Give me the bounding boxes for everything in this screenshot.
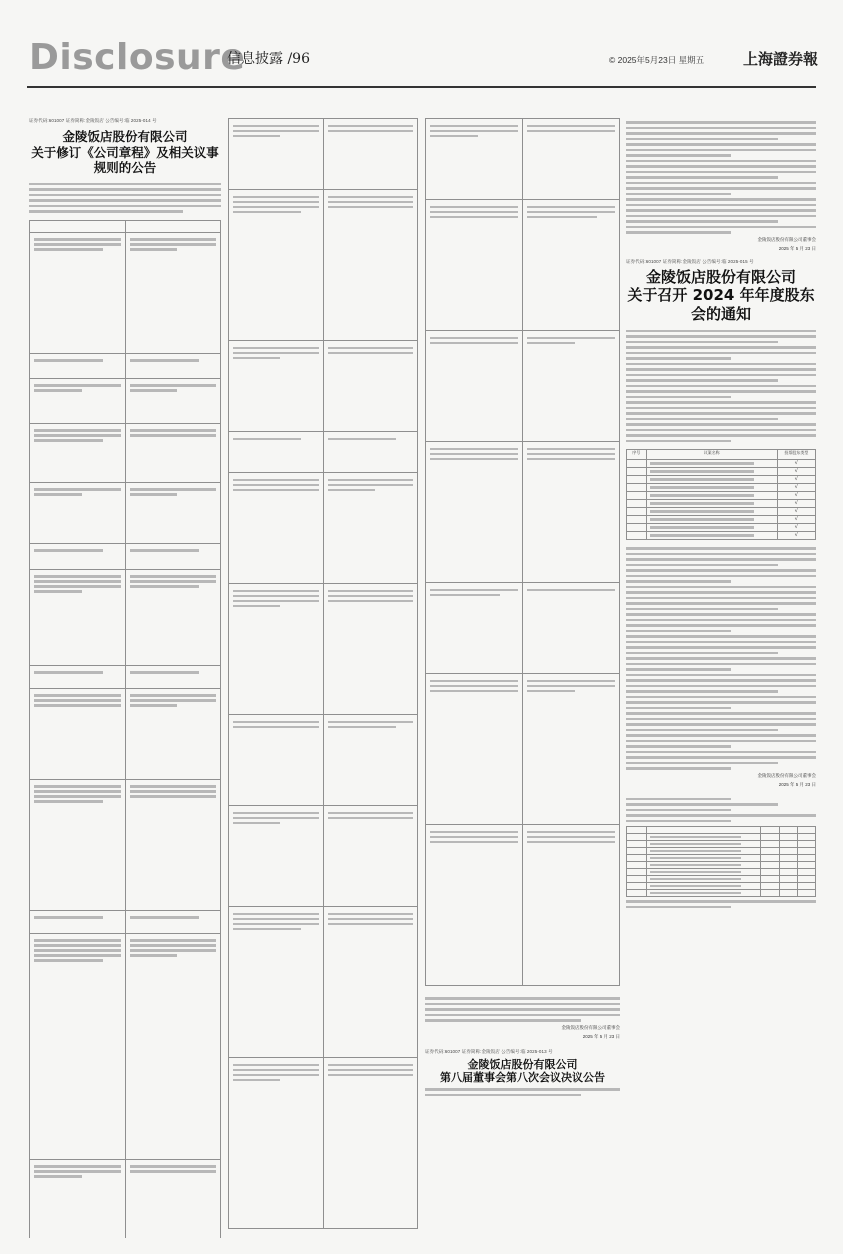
table-cell — [30, 482, 126, 543]
text-line — [626, 127, 816, 130]
notice-3-meta: 证券代码:601007 证券简称:金陵饭店 公告编号:临 2025-015 号 — [626, 258, 754, 264]
table-cell — [426, 825, 523, 986]
text-line — [626, 668, 731, 671]
notice-3-title-company: 金陵饭店股份有限公司 — [645, 267, 796, 286]
top-right-signature: 金陵饭店股份有限公司董事会 — [757, 236, 816, 242]
text-line — [626, 204, 816, 207]
text-line — [29, 183, 221, 186]
text-line — [626, 363, 816, 366]
text-line — [626, 374, 816, 377]
text-line — [626, 798, 731, 801]
table-row — [627, 855, 816, 862]
column-2 — [228, 118, 418, 1238]
text-line — [626, 729, 778, 732]
table-header-cell — [30, 220, 126, 232]
table-cell — [125, 482, 221, 543]
text-line — [626, 630, 731, 633]
text-line — [425, 1014, 620, 1017]
proxy-form-table — [626, 826, 816, 897]
agenda-header-name: 议案名称 — [646, 450, 777, 460]
amendment-table-continued — [228, 118, 418, 1229]
table-cell — [125, 423, 221, 482]
text-line — [626, 762, 778, 765]
table-cell — [30, 423, 126, 482]
text-line — [626, 396, 731, 399]
table-cell — [30, 353, 126, 378]
text-line — [425, 1003, 620, 1006]
notice-2-title-subject: 第八届董事会第八次会议决议公告 — [440, 1071, 605, 1085]
table-cell — [323, 806, 418, 907]
table-cell — [523, 583, 620, 674]
masthead-rule — [27, 86, 816, 88]
newspaper-logo: 上海證券報 — [743, 50, 819, 68]
amendment-table — [29, 220, 221, 1238]
text-line — [626, 613, 816, 616]
table-cell — [125, 543, 221, 569]
table-cell — [30, 378, 126, 423]
check-mark: √ — [777, 460, 815, 468]
text-line — [626, 346, 816, 349]
notice-1-title-subject: 关于修订《公司章程》及相关议事规则的公告 — [31, 144, 219, 176]
text-line — [626, 429, 816, 432]
check-mark: √ — [777, 484, 815, 492]
text-line — [626, 575, 816, 578]
text-line — [626, 809, 731, 812]
table-row — [627, 516, 816, 524]
text-line — [626, 226, 816, 229]
table-cell — [30, 1159, 126, 1238]
text-line — [626, 423, 816, 426]
table-cell — [323, 119, 418, 190]
table-cell — [30, 688, 126, 779]
check-mark: √ — [777, 476, 815, 484]
table-row — [627, 532, 816, 540]
table-row — [627, 848, 816, 855]
check-mark: √ — [777, 532, 815, 540]
table-row — [627, 841, 816, 848]
table-row — [627, 500, 816, 508]
table-row — [627, 827, 816, 834]
table-cell — [523, 674, 620, 825]
text-line — [29, 194, 221, 197]
text-line — [626, 176, 778, 179]
table-cell — [229, 473, 324, 584]
text-line — [626, 734, 816, 737]
text-line — [626, 723, 816, 726]
text-line — [425, 1094, 581, 1097]
notice-1-title-company: 金陵饭店股份有限公司 — [62, 129, 188, 144]
text-line — [626, 341, 778, 344]
text-line — [626, 434, 816, 437]
table-cell — [323, 907, 418, 1058]
check-mark: √ — [777, 524, 815, 532]
table-cell — [229, 907, 324, 1058]
top-right-date: 2025 年 5 月 23 日 — [778, 245, 816, 251]
text-line — [626, 767, 731, 770]
text-line — [626, 330, 816, 333]
text-line — [626, 352, 816, 355]
table-cell — [229, 584, 324, 715]
table-cell — [125, 232, 221, 353]
text-line — [626, 586, 816, 589]
agenda-table — [626, 449, 816, 540]
table-row — [627, 834, 816, 841]
text-line — [626, 215, 816, 218]
text-line — [626, 701, 816, 704]
text-line — [626, 814, 816, 817]
text-line — [626, 558, 816, 561]
table-cell — [30, 779, 126, 910]
table-cell — [426, 119, 523, 200]
check-mark: √ — [777, 516, 815, 524]
table-cell — [125, 353, 221, 378]
table-cell — [523, 200, 620, 331]
table-cell — [125, 933, 221, 1159]
dateline: © 2025年5月23日 星期五 — [609, 55, 705, 65]
text-line — [626, 143, 816, 146]
table-cell — [125, 569, 221, 665]
table-header-cell — [125, 220, 221, 232]
text-line — [626, 646, 816, 649]
table-cell — [426, 674, 523, 825]
text-line — [626, 751, 816, 754]
table-cell — [229, 432, 324, 473]
text-line — [626, 187, 816, 190]
text-line — [626, 635, 816, 638]
table-row — [627, 484, 816, 492]
text-line — [626, 335, 816, 338]
text-line — [626, 231, 731, 234]
notice-2-meta: 证券代码:601007 证券简称:金陵饭店 公告编号:临 2025-013 号 — [425, 1048, 553, 1054]
text-line — [626, 564, 778, 567]
text-line — [626, 906, 731, 909]
text-line — [626, 182, 816, 185]
text-line — [626, 652, 778, 655]
table-row — [627, 876, 816, 883]
table-row — [627, 492, 816, 500]
text-line — [626, 390, 816, 393]
table-cell — [125, 779, 221, 910]
table-cell — [523, 825, 620, 986]
text-line — [626, 379, 778, 382]
table-cell — [125, 665, 221, 688]
text-line — [626, 198, 816, 201]
table-cell — [30, 933, 126, 1159]
table-cell — [125, 688, 221, 779]
table-row — [627, 460, 816, 468]
text-line — [626, 368, 816, 371]
table-cell — [323, 715, 418, 806]
table-cell — [426, 331, 523, 442]
text-line — [626, 591, 816, 594]
text-line — [626, 663, 816, 666]
table-row — [627, 862, 816, 869]
table-cell — [30, 910, 126, 933]
table-cell — [125, 1159, 221, 1238]
table-row — [627, 476, 816, 484]
table-cell — [30, 665, 126, 688]
table-cell — [323, 341, 418, 432]
text-line — [626, 553, 816, 556]
text-line — [626, 132, 816, 135]
notice-2-signature: 金陵饭店股份有限公司董事会 — [561, 1024, 620, 1030]
text-line — [626, 756, 816, 759]
text-line — [626, 718, 816, 721]
table-cell — [523, 442, 620, 583]
check-mark: √ — [777, 468, 815, 476]
text-line — [626, 602, 816, 605]
check-mark: √ — [777, 492, 815, 500]
table-cell — [426, 200, 523, 331]
section-label: 信息披露 /96 — [227, 51, 310, 67]
table-cell — [30, 232, 126, 353]
table-row — [627, 890, 816, 897]
text-line — [626, 712, 816, 715]
table-cell — [323, 190, 418, 341]
notice-1-meta: 证券代码:601007 证券简称:金陵饭店 公告编号:临 2025-014 号 — [29, 118, 157, 123]
text-line — [626, 407, 816, 410]
check-mark: √ — [777, 508, 815, 516]
text-line — [29, 205, 221, 208]
notice-3-title-subject: 关于召开 2024 年年度股东会的通知 — [627, 286, 815, 323]
agenda-header-type: 投票股东类型 — [777, 450, 815, 460]
text-line — [626, 641, 816, 644]
text-line — [626, 547, 816, 550]
text-line — [626, 740, 816, 743]
table-cell — [426, 583, 523, 674]
text-line — [425, 1019, 581, 1022]
text-line — [626, 149, 816, 152]
column-1 — [29, 118, 221, 1238]
text-line — [626, 412, 816, 415]
table-row — [627, 468, 816, 476]
table-cell — [229, 119, 324, 190]
check-mark: √ — [777, 500, 815, 508]
table-cell — [229, 1058, 324, 1229]
table-cell — [323, 1058, 418, 1229]
text-line — [626, 745, 731, 748]
text-line — [626, 209, 816, 212]
column-3 — [425, 118, 620, 1238]
table-cell — [523, 331, 620, 442]
notice-3-date: 2025 年 5 月 23 日 — [778, 781, 816, 787]
text-line — [626, 171, 816, 174]
text-line — [626, 679, 816, 682]
text-line — [626, 608, 778, 611]
table-cell — [229, 806, 324, 907]
text-line — [626, 696, 816, 699]
text-line — [29, 210, 183, 213]
amendment-table-continued-2 — [425, 118, 620, 986]
text-line — [425, 997, 620, 1000]
text-line — [626, 193, 731, 196]
text-line — [626, 401, 816, 404]
text-line — [626, 657, 816, 660]
table-cell — [229, 341, 324, 432]
text-line — [626, 440, 731, 443]
text-line — [626, 820, 731, 823]
table-row — [627, 883, 816, 890]
agenda-header-no: 序号 — [627, 450, 647, 460]
notice-2-title-company: 金陵饭店股份有限公司 — [467, 1057, 578, 1071]
text-line — [626, 220, 778, 223]
text-line — [425, 1008, 620, 1011]
notice-2-date: 2025 年 5 月 23 日 — [582, 1033, 620, 1039]
text-line — [626, 685, 816, 688]
text-line — [626, 803, 778, 806]
text-line — [626, 619, 816, 622]
text-line — [626, 580, 731, 583]
text-line — [626, 707, 731, 710]
table-cell — [323, 584, 418, 715]
text-line — [626, 900, 816, 903]
table-cell — [30, 543, 126, 569]
text-line — [626, 674, 816, 677]
table-cell — [426, 442, 523, 583]
text-line — [626, 138, 778, 141]
text-line — [626, 690, 778, 693]
table-cell — [523, 119, 620, 200]
notice-3-signature: 金陵饭店股份有限公司董事会 — [757, 772, 816, 778]
table-cell — [229, 715, 324, 806]
column-4 — [626, 118, 816, 1238]
table-row — [627, 524, 816, 532]
table-cell — [323, 432, 418, 473]
brand-title: Disclosure — [29, 37, 246, 78]
text-line — [626, 624, 816, 627]
table-cell — [323, 473, 418, 584]
table-row — [627, 508, 816, 516]
text-line — [626, 385, 816, 388]
text-line — [626, 357, 731, 360]
table-cell — [30, 569, 126, 665]
table-cell — [229, 190, 324, 341]
text-line — [626, 160, 816, 163]
text-line — [29, 199, 221, 202]
text-line — [626, 569, 816, 572]
table-cell — [125, 378, 221, 423]
masthead — [0, 0, 843, 92]
text-line — [425, 1088, 620, 1091]
text-line — [626, 154, 731, 157]
text-line — [29, 188, 221, 191]
table-row — [627, 869, 816, 876]
text-line — [626, 121, 816, 124]
text-line — [626, 597, 816, 600]
text-line — [626, 418, 778, 421]
text-line — [626, 165, 816, 168]
table-cell — [125, 910, 221, 933]
